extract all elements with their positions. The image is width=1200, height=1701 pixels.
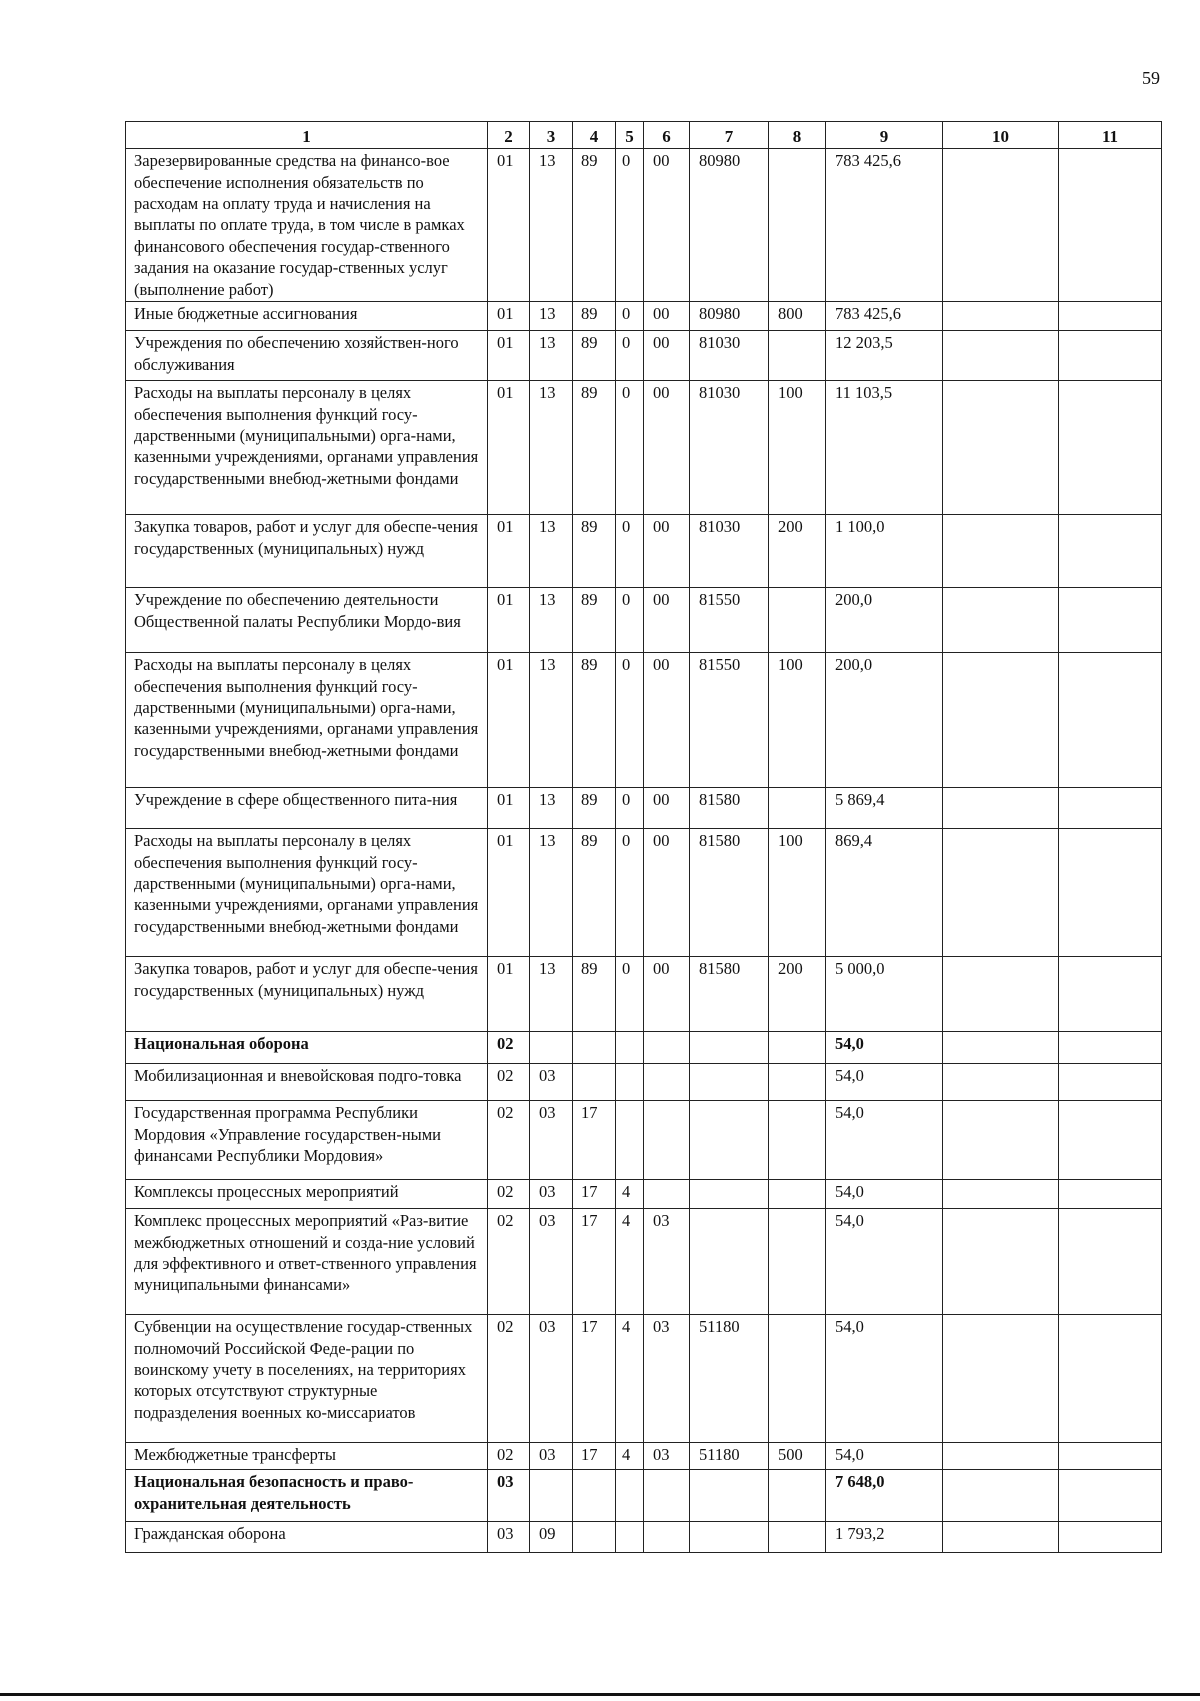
cell-direction-code <box>690 1101 769 1180</box>
cell-item-name: Государственная программа Республики Мордовия «Управление государствен-ными финансами Республики Мордовия» <box>126 1101 488 1180</box>
cell-item-name: Расходы на выплаты персоналу в целях обеспечения выполнения функций госу-дарственными (муниципальными) орга-нами, казенными учреждениями, органами управления государственными внебюд-жетными фондами <box>126 381 488 515</box>
cell-direction-code <box>690 1522 769 1553</box>
table-row <box>126 957 1162 1032</box>
cell-subsection-code: 13 <box>530 788 573 829</box>
cell-event-code <box>644 1522 690 1553</box>
cell-item-name: Комплексы процессных мероприятий <box>126 1180 488 1209</box>
cell-subprogram-code: 0 <box>616 381 644 515</box>
cell-item-name: Расходы на выплаты персоналу в целях обеспечения выполнения функций госу-дарственными (муниципальными) орга-нами, казенными учреждениями, органами управления государственными внебюд-жетными фондами <box>126 829 488 957</box>
table-row <box>126 1209 1162 1315</box>
cell-amount: 54,0 <box>826 1032 943 1064</box>
table-row <box>126 829 1162 957</box>
cell-section-code: 01 <box>488 829 530 957</box>
cell-direction-code <box>690 1064 769 1101</box>
cell-subsection-code: 03 <box>530 1101 573 1180</box>
cell-column-10 <box>943 957 1059 1032</box>
page-number: 59 <box>1142 68 1160 88</box>
cell-amount: 54,0 <box>826 1101 943 1180</box>
table-row <box>126 1315 1162 1443</box>
column-header-4: 4 <box>573 122 616 149</box>
cell-column-10 <box>943 1443 1059 1470</box>
cell-section-code: 01 <box>488 381 530 515</box>
cell-subsection-code: 13 <box>530 515 573 588</box>
cell-event-code: 00 <box>644 957 690 1032</box>
cell-subsection-code <box>530 1470 573 1522</box>
cell-item-name: Учреждение в сфере общественного пита-ния <box>126 788 488 829</box>
cell-subsection-code: 03 <box>530 1443 573 1470</box>
cell-subsection-code: 13 <box>530 331 573 381</box>
cell-program-code: 89 <box>573 331 616 381</box>
cell-section-code: 02 <box>488 1032 530 1064</box>
column-header-5: 5 <box>616 122 644 149</box>
cell-column-10 <box>943 381 1059 515</box>
cell-column-10 <box>943 1209 1059 1315</box>
cell-expense-type-code <box>769 1522 826 1553</box>
cell-column-10 <box>943 1064 1059 1101</box>
cell-expense-type-code: 800 <box>769 302 826 331</box>
cell-column-10 <box>943 302 1059 331</box>
cell-section-code: 01 <box>488 653 530 788</box>
cell-column-10 <box>943 1470 1059 1522</box>
cell-direction-code <box>690 1180 769 1209</box>
cell-column-11 <box>1059 1315 1162 1443</box>
cell-event-code: 00 <box>644 653 690 788</box>
cell-event-code <box>644 1101 690 1180</box>
cell-event-code: 00 <box>644 515 690 588</box>
cell-event-code: 00 <box>644 149 690 302</box>
cell-section-code: 02 <box>488 1180 530 1209</box>
column-header-2: 2 <box>488 122 530 149</box>
cell-event-code: 00 <box>644 829 690 957</box>
cell-event-code <box>644 1064 690 1101</box>
cell-column-11 <box>1059 1064 1162 1101</box>
cell-expense-type-code <box>769 1180 826 1209</box>
cell-event-code: 00 <box>644 588 690 653</box>
column-header-1: 1 <box>126 122 488 149</box>
cell-column-11 <box>1059 829 1162 957</box>
cell-program-code: 89 <box>573 653 616 788</box>
cell-direction-code: 81030 <box>690 515 769 588</box>
cell-direction-code: 81030 <box>690 331 769 381</box>
column-header-3: 3 <box>530 122 573 149</box>
cell-column-10 <box>943 653 1059 788</box>
cell-subsection-code: 13 <box>530 653 573 788</box>
cell-section-code: 01 <box>488 788 530 829</box>
cell-subsection-code: 03 <box>530 1064 573 1101</box>
cell-column-10 <box>943 1315 1059 1443</box>
cell-subsection-code: 13 <box>530 381 573 515</box>
column-header-7: 7 <box>690 122 769 149</box>
cell-expense-type-code <box>769 1315 826 1443</box>
table-body <box>126 149 1162 1553</box>
cell-direction-code <box>690 1209 769 1315</box>
cell-event-code: 00 <box>644 302 690 331</box>
cell-column-10 <box>943 1522 1059 1553</box>
cell-subprogram-code <box>616 1470 644 1522</box>
cell-column-10 <box>943 588 1059 653</box>
cell-item-name: Гражданская оборона <box>126 1522 488 1553</box>
cell-section-code: 01 <box>488 515 530 588</box>
cell-program-code: 89 <box>573 957 616 1032</box>
cell-subprogram-code <box>616 1101 644 1180</box>
cell-section-code: 03 <box>488 1522 530 1553</box>
cell-section-code: 02 <box>488 1209 530 1315</box>
cell-direction-code: 81550 <box>690 588 769 653</box>
cell-section-code: 03 <box>488 1470 530 1522</box>
cell-subprogram-code <box>616 1032 644 1064</box>
cell-column-11 <box>1059 1443 1162 1470</box>
cell-event-code: 00 <box>644 381 690 515</box>
cell-subprogram-code: 0 <box>616 829 644 957</box>
cell-program-code: 89 <box>573 149 616 302</box>
column-header-9: 9 <box>826 122 943 149</box>
cell-subsection-code: 03 <box>530 1315 573 1443</box>
cell-subprogram-code: 4 <box>616 1443 644 1470</box>
cell-section-code: 02 <box>488 1315 530 1443</box>
cell-event-code: 00 <box>644 331 690 381</box>
cell-subsection-code: 13 <box>530 302 573 331</box>
cell-amount: 12 203,5 <box>826 331 943 381</box>
cell-column-11 <box>1059 1522 1162 1553</box>
cell-item-name: Иные бюджетные ассигнования <box>126 302 488 331</box>
cell-column-10 <box>943 829 1059 957</box>
cell-subsection-code <box>530 1032 573 1064</box>
cell-item-name: Национальная безопасность и право-охранительная деятельность <box>126 1470 488 1522</box>
cell-item-name: Учреждения по обеспечению хозяйствен-ного обслуживания <box>126 331 488 381</box>
cell-expense-type-code: 200 <box>769 957 826 1032</box>
cell-column-11 <box>1059 1209 1162 1315</box>
cell-expense-type-code <box>769 1101 826 1180</box>
cell-item-name: Мобилизационная и вневойсковая подго-товка <box>126 1064 488 1101</box>
cell-subprogram-code <box>616 1064 644 1101</box>
cell-subprogram-code: 0 <box>616 149 644 302</box>
cell-subsection-code: 13 <box>530 829 573 957</box>
cell-section-code: 02 <box>488 1064 530 1101</box>
cell-column-11 <box>1059 788 1162 829</box>
cell-subprogram-code: 0 <box>616 331 644 381</box>
cell-column-10 <box>943 515 1059 588</box>
cell-subsection-code: 13 <box>530 957 573 1032</box>
cell-amount: 200,0 <box>826 653 943 788</box>
table-row <box>126 1101 1162 1180</box>
cell-column-11 <box>1059 653 1162 788</box>
cell-direction-code: 81580 <box>690 957 769 1032</box>
cell-amount: 1 100,0 <box>826 515 943 588</box>
cell-section-code: 02 <box>488 1443 530 1470</box>
cell-subprogram-code: 4 <box>616 1315 644 1443</box>
cell-subsection-code: 13 <box>530 588 573 653</box>
cell-subsection-code: 09 <box>530 1522 573 1553</box>
table-row <box>126 331 1162 381</box>
cell-event-code <box>644 1470 690 1522</box>
cell-program-code <box>573 1522 616 1553</box>
cell-program-code: 17 <box>573 1443 616 1470</box>
cell-amount: 1 793,2 <box>826 1522 943 1553</box>
cell-expense-type-code: 100 <box>769 829 826 957</box>
cell-column-11 <box>1059 381 1162 515</box>
cell-program-code: 89 <box>573 829 616 957</box>
cell-item-name: Учреждение по обеспечению деятельности Общественной палаты Республики Мордо-вия <box>126 588 488 653</box>
cell-expense-type-code <box>769 149 826 302</box>
table-row <box>126 1180 1162 1209</box>
cell-program-code: 17 <box>573 1101 616 1180</box>
cell-subprogram-code: 4 <box>616 1180 644 1209</box>
cell-program-code <box>573 1032 616 1064</box>
cell-event-code <box>644 1032 690 1064</box>
cell-event-code: 03 <box>644 1315 690 1443</box>
cell-section-code: 01 <box>488 957 530 1032</box>
cell-program-code <box>573 1470 616 1522</box>
cell-program-code: 89 <box>573 588 616 653</box>
cell-program-code: 17 <box>573 1315 616 1443</box>
cell-subprogram-code: 0 <box>616 788 644 829</box>
cell-column-11 <box>1059 515 1162 588</box>
cell-program-code: 17 <box>573 1180 616 1209</box>
cell-subprogram-code: 0 <box>616 653 644 788</box>
cell-column-10 <box>943 1180 1059 1209</box>
cell-expense-type-code <box>769 1064 826 1101</box>
cell-column-11 <box>1059 957 1162 1032</box>
cell-column-11 <box>1059 302 1162 331</box>
cell-column-11 <box>1059 1180 1162 1209</box>
cell-amount: 11 103,5 <box>826 381 943 515</box>
table-row <box>126 588 1162 653</box>
page-bottom-rule <box>0 1693 1200 1696</box>
cell-column-11 <box>1059 1032 1162 1064</box>
cell-expense-type-code: 100 <box>769 381 826 515</box>
table-row <box>126 1443 1162 1470</box>
table-row <box>126 149 1162 302</box>
cell-program-code: 89 <box>573 788 616 829</box>
cell-program-code: 17 <box>573 1209 616 1315</box>
cell-item-name: Субвенции на осуществление государ-ственных полномочий Российской Феде-рации по воинскому учету в поселениях, на территориях которых отсутствуют структурные подразделения военных ко-миссариатов <box>126 1315 488 1443</box>
cell-direction-code <box>690 1032 769 1064</box>
cell-program-code: 89 <box>573 302 616 331</box>
cell-amount: 869,4 <box>826 829 943 957</box>
cell-event-code <box>644 1180 690 1209</box>
cell-column-10 <box>943 149 1059 302</box>
cell-program-code <box>573 1064 616 1101</box>
table-row <box>126 1522 1162 1553</box>
cell-section-code: 01 <box>488 588 530 653</box>
cell-column-10 <box>943 788 1059 829</box>
column-header-8: 8 <box>769 122 826 149</box>
cell-section-code: 01 <box>488 331 530 381</box>
cell-column-11 <box>1059 149 1162 302</box>
cell-subprogram-code: 4 <box>616 1209 644 1315</box>
cell-column-11 <box>1059 588 1162 653</box>
cell-expense-type-code: 200 <box>769 515 826 588</box>
header-row <box>126 122 1162 149</box>
cell-amount: 54,0 <box>826 1064 943 1101</box>
cell-item-name: Закупка товаров, работ и услуг для обеспе-чения государственных (муниципальных) нужд <box>126 515 488 588</box>
cell-direction-code: 51180 <box>690 1315 769 1443</box>
cell-amount: 5 869,4 <box>826 788 943 829</box>
column-header-6: 6 <box>644 122 690 149</box>
column-header-10: 10 <box>943 122 1059 149</box>
cell-column-10 <box>943 1032 1059 1064</box>
cell-column-11 <box>1059 1470 1162 1522</box>
cell-column-10 <box>943 1101 1059 1180</box>
table-row <box>126 381 1162 515</box>
cell-section-code: 01 <box>488 149 530 302</box>
cell-amount: 783 425,6 <box>826 302 943 331</box>
cell-subprogram-code: 0 <box>616 588 644 653</box>
cell-subprogram-code: 0 <box>616 515 644 588</box>
cell-expense-type-code: 100 <box>769 653 826 788</box>
cell-amount: 783 425,6 <box>826 149 943 302</box>
cell-amount: 5 000,0 <box>826 957 943 1032</box>
cell-item-name: Комплекс процессных мероприятий «Раз-витие межбюджетных отношений и созда-ние условий для эффективного и ответ-ственного управления муниципальными финансами» <box>126 1209 488 1315</box>
cell-column-11 <box>1059 1101 1162 1180</box>
table-row <box>126 515 1162 588</box>
cell-item-name: Закупка товаров, работ и услуг для обеспе-чения государственных (муниципальных) нужд <box>126 957 488 1032</box>
cell-subsection-code: 03 <box>530 1209 573 1315</box>
cell-direction-code <box>690 1470 769 1522</box>
cell-event-code: 03 <box>644 1443 690 1470</box>
cell-section-code: 01 <box>488 302 530 331</box>
cell-amount: 200,0 <box>826 588 943 653</box>
budget-table <box>125 121 1162 1553</box>
cell-program-code: 89 <box>573 515 616 588</box>
cell-direction-code: 51180 <box>690 1443 769 1470</box>
cell-expense-type-code <box>769 788 826 829</box>
cell-amount: 54,0 <box>826 1443 943 1470</box>
cell-expense-type-code <box>769 1032 826 1064</box>
cell-direction-code: 80980 <box>690 149 769 302</box>
cell-direction-code: 81550 <box>690 653 769 788</box>
cell-subprogram-code: 0 <box>616 957 644 1032</box>
column-header-11: 11 <box>1059 122 1162 149</box>
cell-event-code: 00 <box>644 788 690 829</box>
cell-expense-type-code: 500 <box>769 1443 826 1470</box>
cell-item-name: Расходы на выплаты персоналу в целях обеспечения выполнения функций госу-дарственными (муниципальными) орга-нами, казенными учреждениями, органами управления государственными внебюд-жетными фондами <box>126 653 488 788</box>
table-row <box>126 1032 1162 1064</box>
cell-item-name: Межбюджетные трансферты <box>126 1443 488 1470</box>
cell-expense-type-code <box>769 1470 826 1522</box>
cell-subprogram-code: 0 <box>616 302 644 331</box>
table-row <box>126 653 1162 788</box>
cell-item-name: Зарезервированные средства на финансо-вое обеспечение исполнения обязательств по расходам на оплату труда и начисления на выплаты по оплате труда, в том числе в рамках финансового обеспечения государ-ственного задания на оказание государ-ственных услуг (выполнение работ) <box>126 149 488 302</box>
cell-expense-type-code <box>769 331 826 381</box>
cell-subprogram-code <box>616 1522 644 1553</box>
cell-program-code: 89 <box>573 381 616 515</box>
cell-subsection-code: 13 <box>530 149 573 302</box>
cell-subsection-code: 03 <box>530 1180 573 1209</box>
cell-expense-type-code <box>769 1209 826 1315</box>
table-row <box>126 302 1162 331</box>
table-header <box>126 122 1162 149</box>
table-row <box>126 788 1162 829</box>
cell-column-11 <box>1059 331 1162 381</box>
cell-direction-code: 80980 <box>690 302 769 331</box>
table-row <box>126 1470 1162 1522</box>
cell-item-name: Национальная оборона <box>126 1032 488 1064</box>
cell-amount: 7 648,0 <box>826 1470 943 1522</box>
cell-expense-type-code <box>769 588 826 653</box>
cell-amount: 54,0 <box>826 1315 943 1443</box>
cell-column-10 <box>943 331 1059 381</box>
cell-amount: 54,0 <box>826 1209 943 1315</box>
cell-direction-code: 81580 <box>690 788 769 829</box>
table-row <box>126 1064 1162 1101</box>
cell-amount: 54,0 <box>826 1180 943 1209</box>
cell-direction-code: 81580 <box>690 829 769 957</box>
cell-section-code: 02 <box>488 1101 530 1180</box>
cell-direction-code: 81030 <box>690 381 769 515</box>
cell-event-code: 03 <box>644 1209 690 1315</box>
